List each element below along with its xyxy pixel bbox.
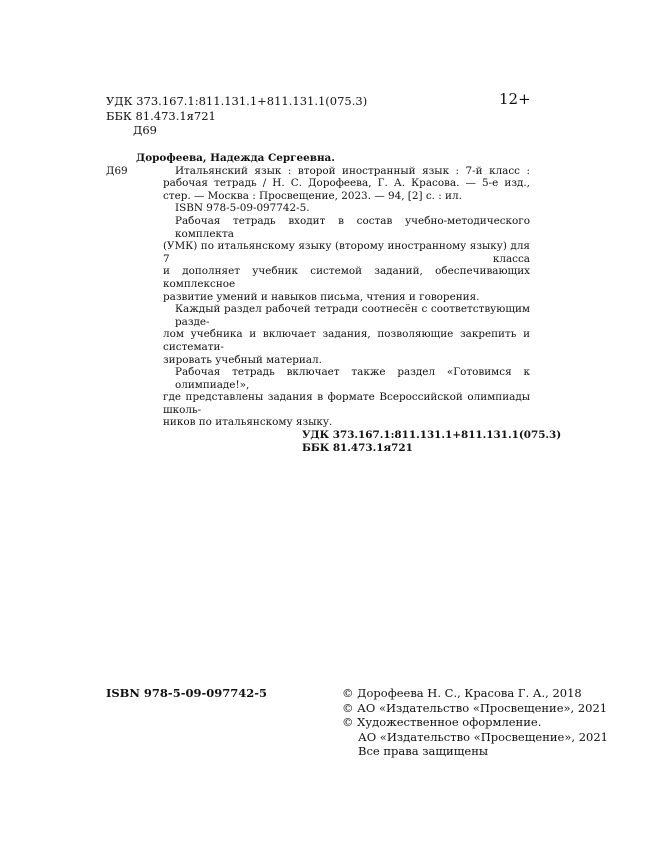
- copyright-line-1: © Дорофеева Н. С., Красова Г. А., 2018: [342, 686, 582, 700]
- card-bbk: ББК 81.473.1я721: [302, 441, 413, 454]
- copyright-sub-line-1: АО «Издательство «Просвещение», 2021: [358, 729, 608, 744]
- card-title-line-3: стер. — Москва : Просвещение, 2023. — 94, [2] с. : ил.: [163, 189, 462, 202]
- copyright-block: [342, 686, 608, 759]
- annotation-1-line-4: развитие умений и навыков письма, чтения и говорения.: [163, 290, 480, 303]
- annotation-3-line-3: ников по итальянскому языку.: [163, 416, 333, 429]
- udk-code: УДК 373.167.1:811.131.1+811.131.1(075.3): [106, 94, 368, 108]
- card-udk: УДК 373.167.1:811.131.1+811.131.1(075.3): [302, 429, 562, 442]
- bbk-code: ББК 81.473.1я721: [106, 108, 216, 123]
- card-isbn: ISBN 978-5-09-097742-5.: [175, 202, 310, 215]
- card-title-line-1: Итальянский язык : второй иностранный язык : 7-й класс :: [175, 164, 530, 177]
- annotation-3-line-2: где представлены задания в формате Всероссийской олимпиады школь-: [163, 391, 530, 416]
- card-title-line-2: рабочая тетрадь / Н. С. Дорофеева, Г. А. Красова. — 5-е изд.,: [163, 177, 530, 190]
- annotation-2-line-3: зировать учебный материал.: [163, 353, 322, 366]
- annotation-1-line-1: Рабочая тетрадь входит в состав учебно-методического комплекта: [175, 214, 530, 240]
- annotation-1-line-3: и дополняет учебник системой заданий, обеспечивающих комплексное: [163, 265, 530, 290]
- card-body: [136, 152, 562, 454]
- age-rating: 12+: [499, 90, 531, 108]
- copyright-line-3: © Художественное оформление.: [342, 715, 542, 730]
- annotation-1-line-2: (УМК) по итальянскому языку (второму иностранному языку) для 7 класса: [163, 240, 530, 265]
- annotation-3-line-1: Рабочая тетрадь включает также раздел «Готовимся к олимпиаде!»,: [175, 366, 530, 391]
- copyright-sub-line-2: Все права защищены: [358, 744, 489, 759]
- copyright-line-2: © АО «Издательство «Просвещение», 2021: [342, 700, 608, 715]
- card-code: Д69: [106, 164, 128, 177]
- catalog-card: [106, 152, 562, 454]
- author-mark: Д69: [133, 123, 157, 137]
- classification-block: [106, 94, 367, 138]
- annotation-2-line-1: Каждый раздел рабочей тетради соотнесён с соответствующим разде-: [175, 303, 530, 328]
- footer-isbn: ISBN 978-5-09-097742-5: [106, 686, 268, 700]
- card-author: Дорофеева, Надежда Сергеевна.: [136, 152, 335, 164]
- annotation-2-line-2: лом учебника и включает задания, позволяющие закрепить и системати-: [163, 328, 530, 353]
